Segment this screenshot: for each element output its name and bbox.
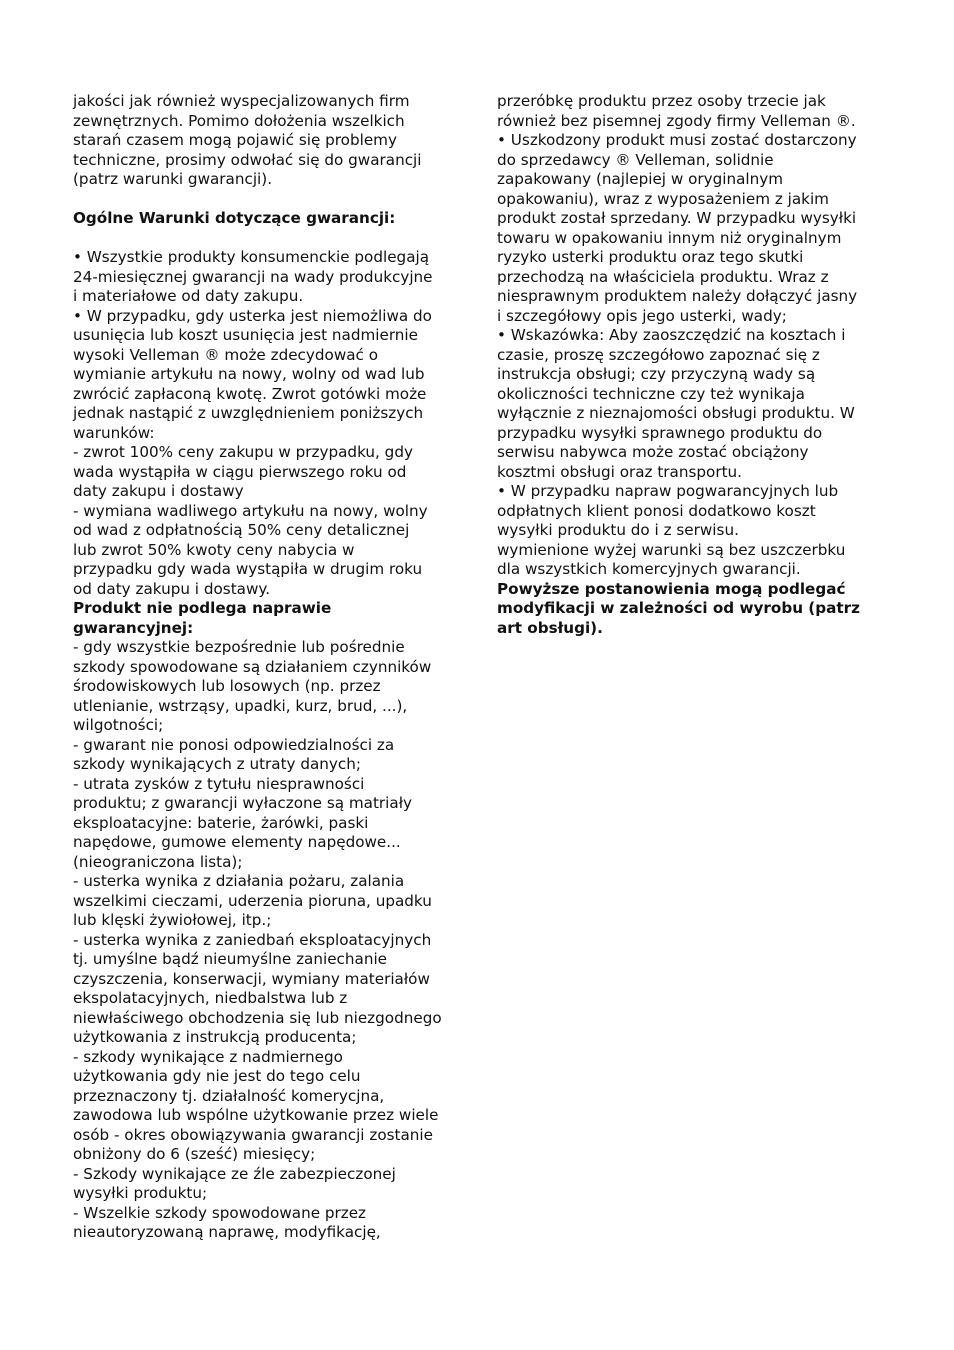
text-line: niewłaściwego obchodzenia się lub niezgodnego — [73, 1008, 442, 1027]
text-line: wysoki Velleman ® może zdecydować o — [73, 345, 379, 364]
text-line: serwisu nabywca może zostać obciążony — [497, 443, 809, 461]
text-line: i materiałowe od daty zakupu. — [73, 287, 304, 305]
text-line: (patrz warunki gwarancji). — [73, 170, 273, 188]
text-line: ekspolatacyjnych, niedbalstwa lub z — [73, 989, 348, 1007]
text-line: - gdy wszystkie bezpośrednie lub pośrednie — [73, 638, 405, 656]
text-line: napędowe, gumowe elementy napędowe... — [73, 833, 401, 851]
text-line: (nieograniczona lista); — [73, 852, 243, 871]
text-line: zawodowa lub wspólne użytkowanie przez wiele — [73, 1106, 439, 1124]
text-line: - wymiana wadliwego artykułu na nowy, wolny — [73, 501, 428, 520]
text-line: lub zwrot 50% kwoty ceny nabycia w — [73, 540, 355, 559]
bold-text-line: art obsługi). — [497, 618, 603, 637]
text-line: 24-miesięcznej gwarancji na wady produkcyjne — [73, 267, 433, 286]
text-line: tj. umyślne bądź nieumyślne zaniechanie — [73, 950, 388, 968]
text-line: użytkowania gdy nie jest do tego celu — [73, 1067, 361, 1085]
text-line: • Wskazówka: Aby zaoszczędzić na kosztach i — [497, 326, 846, 344]
text-line: towaru w opakowaniu innym niż oryginalnym — [497, 228, 842, 247]
text-line: warunków: — [73, 423, 155, 442]
text-line: produkt został sprzedany. W przypadku wysyłki — [497, 209, 857, 227]
text-line: utlenianie, wstrząsy, upadki, kurz, brud, ...), — [73, 696, 408, 715]
text-line: zewnętrznych. Pomimo dołożenia wszelkich — [73, 111, 405, 130]
bold-text-line: modyfikacji w zależności od wyrobu (patrz — [497, 599, 860, 617]
text-line: - Wszelkie szkody spowodowane przez — [73, 1203, 367, 1222]
text-line: wada wystąpiła w ciągu pierwszego roku od — [73, 462, 407, 481]
text-line: daty zakupu i dostawy — [73, 482, 244, 500]
text-line: kosztmi obsługi oraz transportu. — [497, 462, 742, 481]
text-line: wymianie artykułu na nowy, wolny od wad lub — [73, 365, 425, 383]
text-line: ryzyko usterki produktu oraz tego skutki — [497, 248, 804, 266]
text-line: od daty zakupu i dostawy. — [73, 579, 271, 598]
text-line: obniżony do 6 (sześć) miesięcy; — [73, 1145, 316, 1163]
text-line: jednak nastąpić z uwzględnieniem poniższych — [73, 404, 424, 422]
text-line: • W przypadku, gdy usterka jest niemożliwa do — [73, 306, 432, 325]
text-line: produktu; z gwarancji wyłaczone są matriały — [73, 794, 413, 812]
text-line: • Uszkodzony produkt musi zostać dostarczony — [497, 131, 857, 149]
text-line: od wad z odpłatnością 50% ceny detalicznej — [73, 521, 410, 539]
text-line: do sprzedawcy ® Velleman, solidnie — [497, 150, 774, 169]
text-line: czyszczenia, konserwacji, wymiany materiałów — [73, 969, 430, 988]
left-column — [73, 92, 473, 1243]
text-line: przypadku gdy wada wystąpiła w drugim roku — [73, 560, 423, 578]
bold-text-line: gwarancyjnej: — [73, 618, 194, 637]
text-line: eksploatacyjne: baterie, żarówki, paski — [73, 813, 369, 832]
text-line: wysyłki produktu; — [73, 1184, 208, 1202]
text-line: usunięcia lub koszt usunięcia jest nadmiernie — [73, 326, 418, 344]
text-line: zwrócić zapłaconą kwotę. Zwrot gotówki może — [73, 384, 427, 403]
bold-text-line: Ogólne Warunki dotyczące gwarancji: — [73, 209, 396, 227]
bold-text-line: Produkt nie podlega naprawie — [73, 599, 332, 617]
text-line: przechodzą na właściciela produktu. Wraz z — [497, 267, 829, 286]
text-line: starań czasem mogą pojawić się problemy — [73, 131, 397, 149]
text-line: również bez pisemnej zgody firmy Velleman ®. — [497, 111, 856, 130]
text-line: - zwrot 100% ceny zakupu w przypadku, gdy — [73, 443, 413, 461]
text-line: wyłącznie z nieznajomości obsługi produktu. W — [497, 404, 855, 422]
text-line: szkody spowodowane są działaniem czynników — [73, 657, 432, 676]
paragraph-spacer — [73, 190, 473, 210]
text-line: wysyłki produktu do i z serwisu. — [497, 521, 739, 539]
text-line: - Szkody wynikające ze źle zabezpieczonej — [73, 1164, 396, 1183]
text-line: zapakowany (najlepiej w oryginalnym — [497, 170, 784, 188]
bold-text-line: Powyższe postanowienia mogą podlegać — [497, 579, 846, 598]
text-line: szkody wynikających z utraty danych; — [73, 755, 361, 773]
text-line: - gwarant nie ponosi odpowiedzialności za — [73, 735, 395, 754]
right-column — [497, 92, 897, 638]
text-line: okoliczności techniczne czy też wynikaja — [497, 384, 805, 403]
text-line: i szczegółowy opis jego usterki, wady; — [497, 306, 787, 325]
text-line: środowiskowych lub losowych (np. przez — [73, 677, 381, 695]
text-line: - szkody wynikające z nadmiernego — [73, 1047, 343, 1066]
text-line: • W przypadku napraw pogwarancyjnych lub — [497, 482, 839, 500]
text-line: wymienione wyżej warunki są bez uszczerbku — [497, 540, 846, 559]
text-line: - usterka wynika z zaniedbań eksploatacyjnych — [73, 930, 432, 949]
text-line: nieautoryzowaną naprawę, modyfikację, — [73, 1223, 381, 1241]
text-line: czasie, proszę szczegółowo zapoznać się z — [497, 345, 820, 364]
text-line: jakości jak również wyspecjalizowanych firm — [73, 92, 410, 110]
text-line: - utrata zysków z tytułu niesprawności — [73, 774, 365, 793]
text-line: • Wszystkie produkty konsumenckie podlegają — [73, 248, 430, 266]
text-line: opakowaniu), wraz z wyposażeniem z jakim — [497, 189, 829, 208]
text-line: przypadku wysyłki sprawnego produktu do — [497, 423, 823, 442]
text-line: instrukcja obsługi; czy przyczyną wady są — [497, 365, 816, 383]
text-line: przeróbkę produktu przez osoby trzecie jak — [497, 92, 826, 110]
text-line: odpłatnych klient ponosi dodatkowo koszt — [497, 501, 816, 520]
text-line: niesprawnym produktem należy dołączyć jasny — [497, 287, 858, 305]
text-line: użytkowania z instrukcją producenta; — [73, 1028, 357, 1046]
text-line: - usterka wynika z działania pożaru, zalania — [73, 872, 405, 890]
text-line: dla wszystkich komercyjnych gwarancji. — [497, 560, 801, 578]
text-line: przeznaczony tj. działalność komerycjna, — [73, 1086, 385, 1105]
text-line: wilgotności; — [73, 716, 164, 734]
text-line: techniczne, prosimy odwołać się do gwarancji — [73, 150, 422, 169]
text-line: osób - okres obowiązywania gwarancji zostanie — [73, 1125, 433, 1144]
paragraph-spacer — [73, 229, 473, 249]
text-line: lub klęski żywiołowej, itp.; — [73, 911, 272, 929]
text-line: wszelkimi cieczami, uderzenia pioruna, upadku — [73, 891, 432, 910]
